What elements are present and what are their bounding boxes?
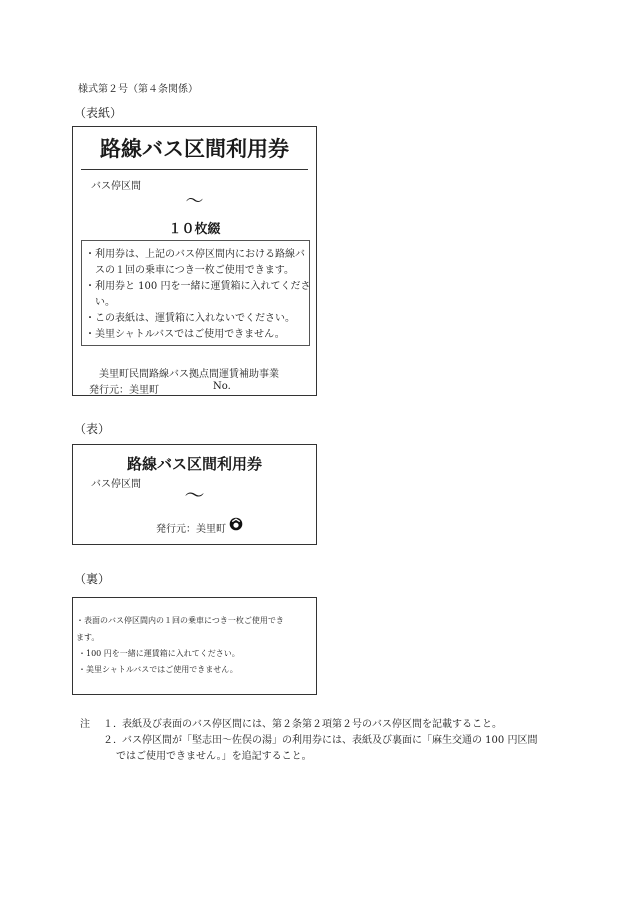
cover-note-line: ・利用券と 100 円を一緒に運賃箱に入れてくださ	[85, 281, 311, 292]
back-note-line: ・美里シャトルバスではご使用できません。	[78, 665, 238, 674]
cover-divider	[81, 169, 308, 170]
cover-note-line: スの１回の乗車につき一枚ご使用できます。	[95, 265, 294, 276]
front-title: 路線バス区間利用券	[126, 455, 262, 473]
back-heading: （裏）	[74, 572, 111, 586]
footnote-number: １．	[103, 719, 123, 730]
back-note-line: ・100 円を一緒に運賃箱に入れてください。	[78, 649, 240, 658]
cover-route-tilde: ～	[185, 191, 204, 212]
cover-title: 路線バス区間利用券	[100, 136, 289, 161]
cover-note-line: ・美里シャトルバスではご使用できません。	[85, 329, 285, 340]
front-heading: （表）	[74, 422, 111, 436]
footnote-label: 注	[80, 719, 90, 730]
form-number: 様式第２号（第４条関係）	[78, 84, 198, 95]
misato-town-emblem	[229, 517, 243, 531]
front-issuer: 発行元：美里町	[156, 524, 226, 535]
cover-heading: （表紙）	[74, 106, 123, 120]
front-route-label: バス停区間	[91, 479, 141, 490]
cover-note-line: い。	[95, 297, 115, 308]
cover-route-label: バス停区間	[91, 181, 141, 192]
back-ticket	[72, 597, 317, 695]
cover-number-label: No.	[213, 381, 231, 392]
footnote-text: 表紙及び表面のバス停区間には、第２条第２項第２号のバス停区間を記載すること。	[122, 719, 502, 730]
back-note-line: ます。	[76, 633, 100, 642]
cover-issuer: 発行元：美里町	[89, 385, 159, 396]
cover-ticket	[72, 126, 317, 396]
back-note-line: ・表面のバス停区間内の１回の乗車につき一枚ご使用でき	[76, 616, 284, 625]
footnote-text: ではご使用できません。」を追記すること。	[116, 751, 312, 762]
front-ticket	[72, 444, 317, 545]
front-route-tilde: ～	[184, 483, 205, 507]
cover-note-line: ・利用券は、上記のバス停区間内における路線バ	[85, 249, 305, 260]
cover-note-line: ・この表紙は、運賃箱に入れないでください。	[85, 313, 295, 324]
cover-program-name: 美里町民間路線バス拠点間運賃補助事業	[99, 369, 279, 380]
footnote-number: ２．	[103, 735, 123, 746]
cover-ticket-count: １０枚綴	[168, 222, 221, 237]
footnote-text: バス停区間が「堅志田～佐俣の湯」の利用券には、表紙及び裏面に「麻生交通の 100 円区間	[122, 735, 538, 746]
cover-notes-box	[81, 240, 310, 346]
